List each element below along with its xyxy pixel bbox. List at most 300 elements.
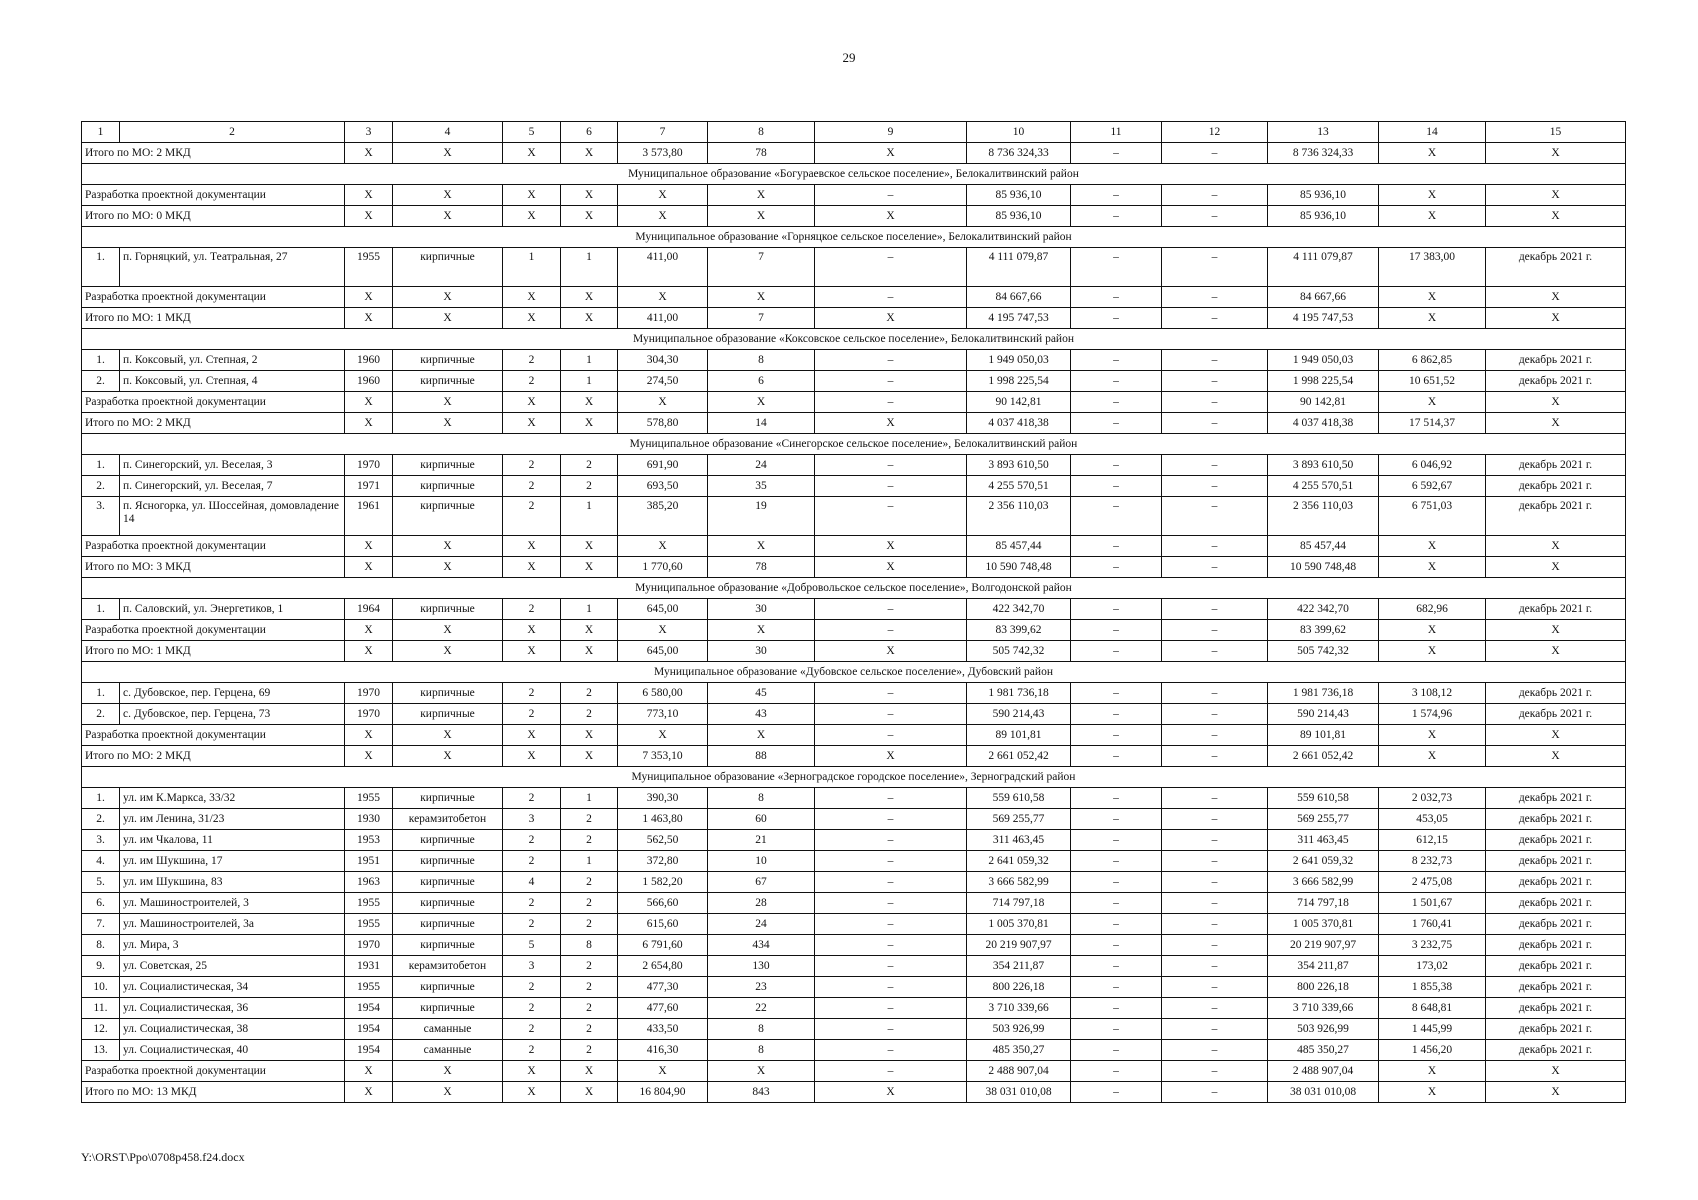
table-cell: Х: [1486, 413, 1626, 434]
table-cell: 67: [708, 872, 815, 893]
table-cell: 1971: [345, 476, 393, 497]
design-documentation-row: [82, 536, 1626, 557]
table-row: [82, 350, 1626, 371]
table-cell: Х: [1486, 557, 1626, 578]
table-cell: Х: [1486, 392, 1626, 413]
table-cell: кирпичные: [393, 851, 503, 872]
table-cell: 8 736 324,33: [967, 143, 1071, 164]
table-cell: декабрь 2021 г.: [1486, 350, 1626, 371]
table-cell: Х: [1486, 536, 1626, 557]
table-cell: 800 226,18: [967, 977, 1071, 998]
table-cell: –: [815, 248, 967, 287]
table-cell: –: [1162, 851, 1268, 872]
total-row: [82, 308, 1626, 329]
table-cell: 714 797,18: [1268, 893, 1379, 914]
table-row: [82, 998, 1626, 1019]
table-cell: 569 255,77: [1268, 809, 1379, 830]
table-cell: 30: [708, 599, 815, 620]
design-documentation-row: [82, 1061, 1626, 1082]
total-row: [82, 206, 1626, 227]
table-cell: 24: [708, 455, 815, 476]
table-cell: –: [1071, 497, 1162, 536]
table-cell: 4: [503, 872, 561, 893]
table-cell: Х: [345, 620, 393, 641]
table-cell: –: [1071, 413, 1162, 434]
column-number-cell: 6: [561, 122, 618, 143]
address-cell: ул. Машиностроителей, 3а: [120, 914, 345, 935]
table-cell: 2: [561, 476, 618, 497]
table-cell: 2 356 110,03: [1268, 497, 1379, 536]
municipality-section-heading: [82, 662, 1626, 683]
table-cell: декабрь 2021 г.: [1486, 914, 1626, 935]
table-cell: 20 219 907,97: [967, 935, 1071, 956]
municipality-title: Муниципальное образование «Добровольское сельское поселение», Волгодонской район: [82, 578, 1626, 599]
column-number-cell: 10: [967, 122, 1071, 143]
table-row: [82, 683, 1626, 704]
row-number: 5.: [82, 872, 120, 893]
column-number-cell: 8: [708, 122, 815, 143]
table-cell: Х: [345, 641, 393, 662]
table-cell: 1 949 050,03: [967, 350, 1071, 371]
table-cell: Х: [1486, 185, 1626, 206]
table-cell: 590 214,43: [1268, 704, 1379, 725]
municipality-title: Муниципальное образование «Горняцкое сельское поселение», Белокалитвинский район: [82, 227, 1626, 248]
table-cell: 2: [561, 977, 618, 998]
table-cell: Х: [618, 206, 708, 227]
table-cell: Х: [393, 620, 503, 641]
table-cell: 89 101,81: [967, 725, 1071, 746]
table-cell: Х: [1379, 206, 1486, 227]
address-cell: п. Саловский, ул. Энергетиков, 1: [120, 599, 345, 620]
table-cell: декабрь 2021 г.: [1486, 788, 1626, 809]
table-cell: Х: [345, 413, 393, 434]
table-cell: Х: [345, 725, 393, 746]
table-cell: Х: [503, 746, 561, 767]
table-cell: –: [1162, 287, 1268, 308]
table-cell: кирпичные: [393, 455, 503, 476]
table-cell: 1: [561, 350, 618, 371]
table-cell: Х: [1379, 287, 1486, 308]
table-cell: –: [1162, 455, 1268, 476]
table-cell: –: [1071, 914, 1162, 935]
table-cell: 645,00: [618, 641, 708, 662]
table-cell: Х: [618, 392, 708, 413]
table-cell: Х: [708, 536, 815, 557]
table-row: [82, 977, 1626, 998]
table-row: [82, 914, 1626, 935]
municipality-section-heading: [82, 434, 1626, 455]
table-cell: –: [815, 998, 967, 1019]
table-cell: Х: [561, 620, 618, 641]
table-cell: –: [1071, 350, 1162, 371]
table-row: [82, 248, 1626, 287]
row-number: 4.: [82, 851, 120, 872]
address-cell: ул. Социалистическая, 36: [120, 998, 345, 1019]
table-cell: 4 037 418,38: [967, 413, 1071, 434]
table-cell: –: [1071, 956, 1162, 977]
table-cell: Х: [393, 1082, 503, 1103]
table-cell: 434: [708, 935, 815, 956]
table-cell: 3 232,75: [1379, 935, 1486, 956]
column-number-cell: 1: [82, 122, 120, 143]
table-cell: 2 641 059,32: [967, 851, 1071, 872]
table-row: [82, 1040, 1626, 1061]
table-cell: 4 195 747,53: [1268, 308, 1379, 329]
table-cell: 1961: [345, 497, 393, 536]
address-cell: п. Синегорский, ул. Веселая, 7: [120, 476, 345, 497]
table-cell: 2 356 110,03: [967, 497, 1071, 536]
table-cell: Х: [561, 206, 618, 227]
table-cell: 2: [503, 350, 561, 371]
row-label: Итого по МО: 2 МКД: [82, 143, 345, 164]
table-cell: –: [815, 725, 967, 746]
table-cell: 3 666 582,99: [967, 872, 1071, 893]
table-cell: Х: [1486, 725, 1626, 746]
table-cell: 693,50: [618, 476, 708, 497]
table-cell: 10 590 748,48: [967, 557, 1071, 578]
table-cell: саманные: [393, 1040, 503, 1061]
table-cell: 2: [503, 998, 561, 1019]
row-label: Итого по МО: 1 МКД: [82, 308, 345, 329]
table-cell: –: [815, 788, 967, 809]
table-cell: –: [815, 851, 967, 872]
table-cell: 7: [708, 308, 815, 329]
table-cell: 3 573,80: [618, 143, 708, 164]
table-cell: 569 255,77: [967, 809, 1071, 830]
table-cell: 35: [708, 476, 815, 497]
table-cell: –: [815, 476, 967, 497]
table-cell: 2: [561, 914, 618, 935]
table-cell: 1970: [345, 683, 393, 704]
table-cell: керамзитобетон: [393, 809, 503, 830]
table-cell: 3: [503, 956, 561, 977]
row-label: Итого по МО: 1 МКД: [82, 641, 345, 662]
table-cell: 3 108,12: [1379, 683, 1486, 704]
table-cell: Х: [1486, 287, 1626, 308]
column-number-cell: 4: [393, 122, 503, 143]
table-cell: 10 590 748,48: [1268, 557, 1379, 578]
table-cell: 8: [708, 1019, 815, 1040]
table-cell: –: [1162, 830, 1268, 851]
table-cell: –: [815, 809, 967, 830]
table-cell: –: [1162, 536, 1268, 557]
table-cell: –: [1162, 893, 1268, 914]
table-cell: 2: [561, 830, 618, 851]
table-cell: 85 457,44: [967, 536, 1071, 557]
table-cell: –: [1071, 248, 1162, 287]
table-row: [82, 497, 1626, 536]
table-row: [82, 956, 1626, 977]
table-cell: 173,02: [1379, 956, 1486, 977]
table-cell: Х: [708, 725, 815, 746]
table-cell: Х: [503, 143, 561, 164]
table-cell: Х: [561, 641, 618, 662]
table-cell: кирпичные: [393, 599, 503, 620]
table-cell: 2: [561, 1019, 618, 1040]
table-cell: декабрь 2021 г.: [1486, 704, 1626, 725]
table-cell: 84 667,66: [967, 287, 1071, 308]
address-cell: ул. им К.Маркса, 33/32: [120, 788, 345, 809]
table-cell: 1 501,67: [1379, 893, 1486, 914]
table-cell: кирпичные: [393, 830, 503, 851]
table-cell: Х: [1379, 746, 1486, 767]
table-cell: Х: [503, 620, 561, 641]
table-cell: 3 893 610,50: [967, 455, 1071, 476]
table-cell: –: [1162, 476, 1268, 497]
table-cell: 385,20: [618, 497, 708, 536]
table-cell: –: [815, 1061, 967, 1082]
table-cell: 505 742,32: [1268, 641, 1379, 662]
table-cell: –: [1162, 725, 1268, 746]
municipality-section-heading: [82, 227, 1626, 248]
row-label: Итого по МО: 3 МКД: [82, 557, 345, 578]
table-cell: Х: [561, 185, 618, 206]
total-row: [82, 413, 1626, 434]
total-row: [82, 746, 1626, 767]
table-cell: Х: [393, 392, 503, 413]
row-label: Разработка проектной документации: [82, 185, 345, 206]
column-number-cell: 14: [1379, 122, 1486, 143]
table-cell: –: [815, 599, 967, 620]
table-cell: –: [1162, 872, 1268, 893]
table-cell: Х: [815, 308, 967, 329]
table-cell: 411,00: [618, 308, 708, 329]
table-cell: 1 949 050,03: [1268, 350, 1379, 371]
table-cell: Х: [618, 185, 708, 206]
table-cell: 1 998 225,54: [967, 371, 1071, 392]
table-cell: Х: [708, 1061, 815, 1082]
table-cell: Х: [503, 641, 561, 662]
table-cell: –: [1162, 1082, 1268, 1103]
column-number-cell: 5: [503, 122, 561, 143]
table-cell: 45: [708, 683, 815, 704]
table-cell: 485 350,27: [1268, 1040, 1379, 1061]
table-cell: Х: [345, 287, 393, 308]
table-cell: –: [1071, 1019, 1162, 1040]
table-cell: Х: [561, 725, 618, 746]
table-row: [82, 872, 1626, 893]
row-label: Итого по МО: 13 МКД: [82, 1082, 345, 1103]
table-cell: 1: [561, 497, 618, 536]
table-cell: Х: [708, 620, 815, 641]
table-cell: 4 195 747,53: [967, 308, 1071, 329]
table-cell: 1: [561, 788, 618, 809]
table-cell: 8 648,81: [1379, 998, 1486, 1019]
table-cell: –: [1071, 206, 1162, 227]
table-cell: 3 666 582,99: [1268, 872, 1379, 893]
column-number-cell: 3: [345, 122, 393, 143]
table-cell: –: [815, 350, 967, 371]
table-cell: Х: [503, 206, 561, 227]
table-cell: –: [815, 683, 967, 704]
table-cell: Х: [503, 413, 561, 434]
table-cell: Х: [1379, 185, 1486, 206]
table-cell: Х: [1379, 143, 1486, 164]
address-cell: ул. им Шукшина, 17: [120, 851, 345, 872]
table-cell: 2: [561, 998, 618, 1019]
table-cell: –: [1071, 1082, 1162, 1103]
address-cell: ул. Социалистическая, 40: [120, 1040, 345, 1061]
table-cell: 422 342,70: [967, 599, 1071, 620]
table-cell: Х: [1486, 746, 1626, 767]
table-cell: 590 214,43: [967, 704, 1071, 725]
register-table: [81, 121, 1626, 1103]
table-cell: –: [1162, 350, 1268, 371]
table-cell: –: [815, 497, 967, 536]
table-cell: декабрь 2021 г.: [1486, 809, 1626, 830]
table-cell: 311 463,45: [1268, 830, 1379, 851]
table-cell: 83 399,62: [1268, 620, 1379, 641]
table-cell: 10 651,52: [1379, 371, 1486, 392]
table-cell: Х: [815, 1082, 967, 1103]
table-cell: –: [1071, 641, 1162, 662]
page-number: 29: [842, 50, 856, 65]
table-row: [82, 371, 1626, 392]
table-cell: 1954: [345, 1040, 393, 1061]
table-cell: 1955: [345, 977, 393, 998]
table-cell: кирпичные: [393, 371, 503, 392]
table-cell: 2 661 052,42: [1268, 746, 1379, 767]
table-cell: 645,00: [618, 599, 708, 620]
table-cell: Х: [1486, 206, 1626, 227]
table-cell: кирпичные: [393, 872, 503, 893]
table-cell: Х: [393, 143, 503, 164]
table-cell: 1 760,41: [1379, 914, 1486, 935]
table-cell: 6 046,92: [1379, 455, 1486, 476]
table-cell: 3 893 610,50: [1268, 455, 1379, 476]
table-cell: –: [1071, 809, 1162, 830]
table-row: [82, 788, 1626, 809]
table-cell: Х: [345, 308, 393, 329]
table-cell: 38 031 010,08: [1268, 1082, 1379, 1103]
table-cell: –: [1071, 308, 1162, 329]
table-cell: 2 654,80: [618, 956, 708, 977]
table-row: [82, 704, 1626, 725]
table-cell: 1 582,20: [618, 872, 708, 893]
table-cell: Х: [503, 536, 561, 557]
municipality-title: Муниципальное образование «Синегорское сельское поселение», Белокалитвинский район: [82, 434, 1626, 455]
table-cell: 2: [503, 683, 561, 704]
table-cell: 477,60: [618, 998, 708, 1019]
table-cell: кирпичные: [393, 893, 503, 914]
table-cell: 90 142,81: [967, 392, 1071, 413]
table-cell: кирпичные: [393, 704, 503, 725]
table-cell: –: [1162, 704, 1268, 725]
table-cell: кирпичные: [393, 998, 503, 1019]
table-cell: 1955: [345, 914, 393, 935]
table-cell: 2: [561, 956, 618, 977]
table-row: [82, 599, 1626, 620]
table-cell: Х: [503, 725, 561, 746]
row-number: 1.: [82, 350, 120, 371]
table-cell: –: [1071, 725, 1162, 746]
table-cell: –: [1162, 641, 1268, 662]
table-cell: 85 936,10: [967, 206, 1071, 227]
column-number-cell: 2: [120, 122, 345, 143]
table-cell: 2: [561, 455, 618, 476]
municipality-section-heading: [82, 767, 1626, 788]
table-cell: декабрь 2021 г.: [1486, 497, 1626, 536]
table-cell: 2: [561, 809, 618, 830]
table-cell: –: [1162, 935, 1268, 956]
table-cell: 354 211,87: [967, 956, 1071, 977]
table-cell: 28: [708, 893, 815, 914]
table-cell: декабрь 2021 г.: [1486, 893, 1626, 914]
table-cell: 1960: [345, 371, 393, 392]
table-cell: 1 998 225,54: [1268, 371, 1379, 392]
address-cell: п. Синегорский, ул. Веселая, 3: [120, 455, 345, 476]
table-cell: –: [1071, 893, 1162, 914]
table-cell: –: [1071, 476, 1162, 497]
row-number: 6.: [82, 893, 120, 914]
table-cell: 2: [503, 599, 561, 620]
table-cell: Х: [393, 746, 503, 767]
row-number: 2.: [82, 704, 120, 725]
table-cell: –: [1162, 1061, 1268, 1082]
table-cell: Х: [1379, 620, 1486, 641]
table-cell: Х: [345, 206, 393, 227]
row-label: Итого по МО: 0 МКД: [82, 206, 345, 227]
table-row: [82, 809, 1626, 830]
table-cell: –: [815, 392, 967, 413]
table-cell: Х: [503, 557, 561, 578]
table-cell: 559 610,58: [1268, 788, 1379, 809]
table-cell: 2: [503, 497, 561, 536]
table-cell: 8 232,73: [1379, 851, 1486, 872]
table-cell: 4 255 570,51: [967, 476, 1071, 497]
design-documentation-row: [82, 725, 1626, 746]
row-number: 7.: [82, 914, 120, 935]
address-cell: п. Коксовый, ул. Степная, 4: [120, 371, 345, 392]
row-label: Разработка проектной документации: [82, 1061, 345, 1082]
table-cell: 503 926,99: [967, 1019, 1071, 1040]
table-cell: Х: [345, 185, 393, 206]
table-cell: Х: [345, 1061, 393, 1082]
table-cell: декабрь 2021 г.: [1486, 683, 1626, 704]
row-label: Разработка проектной документации: [82, 536, 345, 557]
table-cell: –: [1162, 1040, 1268, 1061]
table-cell: 14: [708, 413, 815, 434]
address-cell: с. Дубовское, пер. Герцена, 69: [120, 683, 345, 704]
table-cell: 390,30: [618, 788, 708, 809]
table-cell: Х: [561, 308, 618, 329]
table-cell: 2: [503, 371, 561, 392]
table-cell: Х: [815, 206, 967, 227]
row-number: 11.: [82, 998, 120, 1019]
table-cell: 78: [708, 557, 815, 578]
table-cell: –: [815, 287, 967, 308]
table-cell: 1 574,96: [1379, 704, 1486, 725]
table-cell: –: [815, 893, 967, 914]
table-cell: Х: [618, 536, 708, 557]
table-cell: Х: [345, 143, 393, 164]
table-cell: 3 710 339,66: [967, 998, 1071, 1019]
table-cell: 2 488 907,04: [1268, 1061, 1379, 1082]
table-cell: –: [1162, 788, 1268, 809]
table-cell: 17 383,00: [1379, 248, 1486, 287]
row-number: 1.: [82, 455, 120, 476]
table-cell: Х: [393, 641, 503, 662]
table-cell: 2: [503, 704, 561, 725]
table-cell: –: [815, 704, 967, 725]
table-cell: –: [1071, 287, 1162, 308]
row-label: Итого по МО: 2 МКД: [82, 413, 345, 434]
table-cell: 2: [503, 893, 561, 914]
table-cell: 2: [561, 872, 618, 893]
table-cell: –: [1162, 683, 1268, 704]
table-cell: Х: [393, 185, 503, 206]
table-cell: Х: [561, 746, 618, 767]
